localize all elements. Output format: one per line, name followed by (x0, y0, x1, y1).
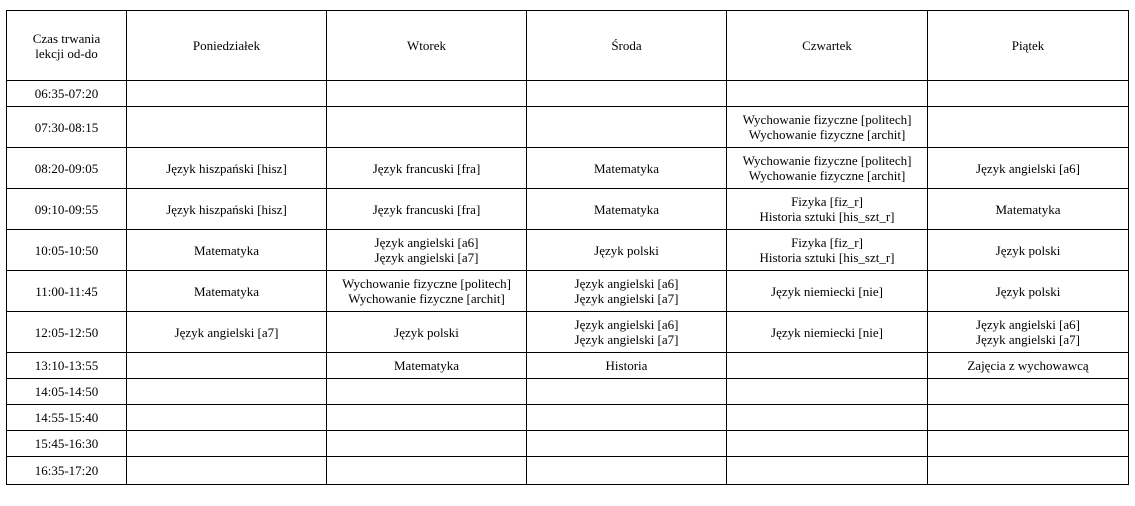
lesson-entry: Język francuski [fra] (372, 201, 481, 217)
lesson-cell-wednesday (527, 312, 727, 353)
table-row (7, 148, 1129, 189)
lesson-entry: Matematyka (194, 283, 259, 299)
header-tuesday: Wtorek (327, 11, 527, 81)
lesson-entry: Język angielski [a7] (976, 332, 1080, 347)
table-row (7, 81, 1129, 107)
lesson-cell-wednesday (527, 379, 727, 405)
lesson-cell-wednesday (527, 148, 727, 189)
lesson-entry: Język hiszpański [hisz] (166, 201, 287, 217)
lesson-cell-monday (127, 312, 327, 353)
lesson-entry: Wychowanie fizyczne [politech] (742, 153, 912, 168)
lesson-cell-friday (928, 353, 1129, 379)
header-friday: Piątek (928, 11, 1129, 81)
time-cell: 07:30-08:15 (7, 107, 127, 148)
header-thursday: Czwartek (727, 11, 928, 81)
lesson-entry: Wychowanie fizyczne [politech] (742, 112, 912, 127)
lesson-entry: Język angielski [a7] (174, 324, 279, 340)
lesson-cell-thursday (727, 148, 928, 189)
lesson-entry: Historia sztuki [his_szt_r] (759, 250, 895, 265)
table-row (7, 189, 1129, 230)
table-row (7, 353, 1129, 379)
lesson-cell-monday (127, 271, 327, 312)
table-row (7, 457, 1129, 485)
lesson-cell-thursday (727, 81, 928, 107)
header-wednesday: Środa (527, 11, 727, 81)
lesson-entry: Historia (605, 358, 648, 373)
lesson-cell-tuesday (327, 230, 527, 271)
lesson-cell-monday (127, 431, 327, 457)
time-cell: 06:35-07:20 (7, 81, 127, 107)
lesson-entry: Język niemiecki [nie] (771, 283, 883, 299)
lesson-cell-thursday (727, 107, 928, 148)
header-time: Czas trwania lekcji od-do (7, 11, 127, 81)
lesson-cell-monday (127, 107, 327, 148)
time-cell: 13:10-13:55 (7, 353, 127, 379)
lesson-entry: Matematyka (594, 160, 659, 176)
lesson-cell-monday (127, 230, 327, 271)
lesson-cell-thursday (727, 379, 928, 405)
lesson-cell-thursday (727, 457, 928, 485)
lesson-cell-tuesday (327, 189, 527, 230)
lesson-entry: Język angielski [a7] (574, 291, 679, 306)
lesson-cell-monday (127, 148, 327, 189)
lesson-cell-thursday (727, 312, 928, 353)
lesson-cell-monday (127, 405, 327, 431)
lesson-cell-wednesday (527, 431, 727, 457)
lesson-cell-tuesday (327, 107, 527, 148)
lesson-cell-wednesday (527, 189, 727, 230)
lesson-cell-friday (928, 312, 1129, 353)
lesson-cell-thursday (727, 189, 928, 230)
lesson-cell-wednesday (527, 405, 727, 431)
lesson-cell-tuesday (327, 312, 527, 353)
lesson-entry: Matematyka (594, 201, 659, 217)
table-row (7, 431, 1129, 457)
time-cell: 11:00-11:45 (7, 271, 127, 312)
time-cell: 12:05-12:50 (7, 312, 127, 353)
lesson-cell-wednesday (527, 81, 727, 107)
lesson-entry: Język niemiecki [nie] (771, 324, 883, 340)
lesson-cell-friday (928, 189, 1129, 230)
lesson-entry: Język angielski [a7] (374, 250, 479, 265)
lesson-entry: Język angielski [a6] (574, 317, 679, 332)
lesson-cell-friday (928, 271, 1129, 312)
lesson-cell-thursday (727, 230, 928, 271)
lesson-entry: Matematyka (194, 242, 259, 258)
time-cell: 14:55-15:40 (7, 405, 127, 431)
lesson-cell-wednesday (527, 457, 727, 485)
lesson-entry: Język francuski [fra] (372, 160, 481, 176)
lesson-cell-friday (928, 81, 1129, 107)
lesson-entry: Język angielski [a6] (374, 235, 479, 250)
lesson-cell-tuesday (327, 81, 527, 107)
lesson-cell-friday (928, 379, 1129, 405)
lesson-cell-wednesday (527, 271, 727, 312)
timetable (6, 10, 1129, 485)
lesson-cell-friday (928, 405, 1129, 431)
lesson-cell-thursday (727, 431, 928, 457)
lesson-entry: Język hiszpański [hisz] (166, 160, 287, 176)
lesson-cell-thursday (727, 405, 928, 431)
timetable-container (6, 10, 1129, 485)
table-row (7, 107, 1129, 148)
lesson-cell-tuesday (327, 379, 527, 405)
lesson-cell-friday (928, 230, 1129, 271)
lesson-entry: Język polski (594, 242, 659, 258)
lesson-entry: Wychowanie fizyczne [politech] (342, 276, 511, 291)
lesson-cell-friday (928, 148, 1129, 189)
lesson-cell-thursday (727, 353, 928, 379)
lesson-cell-monday (127, 353, 327, 379)
lesson-cell-tuesday (327, 271, 527, 312)
lesson-entry: Wychowanie fizyczne [archit] (748, 127, 906, 142)
lesson-cell-friday (928, 457, 1129, 485)
lesson-cell-tuesday (327, 405, 527, 431)
time-cell: 14:05-14:50 (7, 379, 127, 405)
table-row (7, 379, 1129, 405)
lesson-cell-friday (928, 107, 1129, 148)
lesson-cell-monday (127, 81, 327, 107)
lesson-cell-tuesday (327, 431, 527, 457)
lesson-entry: Wychowanie fizyczne [archit] (748, 168, 906, 183)
table-row (7, 312, 1129, 353)
lesson-cell-wednesday (527, 230, 727, 271)
lesson-cell-tuesday (327, 148, 527, 189)
lesson-cell-thursday (727, 271, 928, 312)
lesson-cell-tuesday (327, 353, 527, 379)
lesson-entry: Historia sztuki [his_szt_r] (759, 209, 895, 224)
lesson-entry: Fizyka [fiz_r] (791, 194, 863, 209)
lesson-entry: Język polski (995, 242, 1061, 258)
header-monday: Poniedziałek (127, 11, 327, 81)
table-row (7, 271, 1129, 312)
lesson-entry: Fizyka [fiz_r] (791, 235, 863, 250)
time-cell: 16:35-17:20 (7, 457, 127, 485)
lesson-entry: Zajęcia z wychowawcą (967, 358, 1089, 373)
header-row (7, 11, 1129, 81)
timetable-body (7, 81, 1129, 485)
time-cell: 09:10-09:55 (7, 189, 127, 230)
lesson-entry: Język angielski [a6] (574, 276, 679, 291)
lesson-cell-friday (928, 431, 1129, 457)
lesson-entry: Język polski (995, 283, 1061, 299)
lesson-entry: Matematyka (995, 201, 1061, 217)
time-cell: 15:45-16:30 (7, 431, 127, 457)
lesson-entry: Język polski (394, 324, 459, 340)
lesson-entry: Matematyka (394, 358, 459, 373)
table-row (7, 405, 1129, 431)
time-cell: 08:20-09:05 (7, 148, 127, 189)
lesson-cell-monday (127, 457, 327, 485)
time-cell: 10:05-10:50 (7, 230, 127, 271)
lesson-cell-monday (127, 189, 327, 230)
lesson-entry: Język angielski [a7] (574, 332, 679, 347)
lesson-cell-wednesday (527, 107, 727, 148)
lesson-entry: Język angielski [a6] (976, 160, 1080, 176)
lesson-cell-wednesday (527, 353, 727, 379)
lesson-entry: Wychowanie fizyczne [archit] (348, 291, 505, 306)
table-row (7, 230, 1129, 271)
lesson-entry: Język angielski [a6] (976, 317, 1080, 332)
lesson-cell-tuesday (327, 457, 527, 485)
lesson-cell-monday (127, 379, 327, 405)
